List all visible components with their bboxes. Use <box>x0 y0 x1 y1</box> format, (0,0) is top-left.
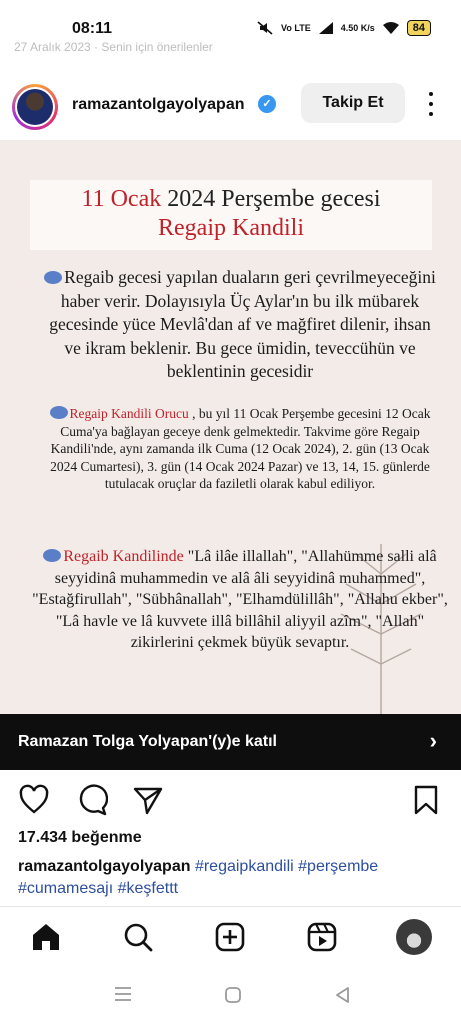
chevron-right-icon: › <box>429 728 437 753</box>
status-time: 08:11 <box>72 20 113 37</box>
follow-button[interactable]: Takip Et <box>301 83 405 123</box>
system-nav-bar <box>0 968 461 1024</box>
post-username[interactable]: ramazantolgayolyapan <box>72 96 245 113</box>
speech-bubble-icon <box>50 406 68 419</box>
post-image[interactable] <box>0 140 461 714</box>
mute-icon <box>257 21 273 35</box>
image-paragraph-3: Regaib Kandilinde "Lâ ilâe illallah", "Allahümme salli alâ seyyidinâ muhammedin ve alâ âli seyyidinâ muhammed", "Estağfirullah", "Sübhânallah", "Elhamdülillâh", "Allahu ekber", "Lâ havle ve lâ kuvvete illâ billâhil aliyyil azîm", "Allah" zikirlerini çekmek büyük sevaptır. <box>32 548 448 651</box>
more-options-icon[interactable] <box>424 92 438 116</box>
hashtag[interactable]: #regaipkandili <box>194 858 294 875</box>
create-icon[interactable] <box>214 921 246 953</box>
save-bookmark-icon[interactable] <box>410 784 442 816</box>
image-paragraph-1: Regaib gecesi yapılan duaların geri çevrilmeyeceğini haber verir. Dolayısıyla Üç Aylar'ın bu ilk mübarek gecesinde yüce Mevlâ'dan af ve mağfiret dilenir, ihsan ve ikram beklenir. Bu gece ümidin, teveccühün ve beklentinin gecesidir <box>40 266 440 384</box>
join-banner-label: Ramazan Tolga Yolyapan'(y)e katıl <box>18 733 277 750</box>
hashtag[interactable]: #perşembe <box>298 858 379 875</box>
story-avatar[interactable] <box>12 84 58 130</box>
avatar-photo <box>17 89 53 125</box>
bottom-nav <box>0 906 461 968</box>
speech-bubble-icon <box>43 549 61 562</box>
hashtag[interactable]: #cumamesajı <box>18 880 114 897</box>
caption-username[interactable]: ramazantolgayolyapan <box>18 858 191 875</box>
speech-bubble-icon <box>44 271 62 284</box>
wifi-icon <box>383 22 399 34</box>
network-label: Vo LTE <box>281 22 311 33</box>
comment-icon[interactable] <box>76 784 108 816</box>
profile-avatar[interactable] <box>396 919 432 955</box>
verified-badge-icon: ✓ <box>258 95 276 113</box>
search-icon[interactable] <box>122 921 154 953</box>
faded-header-strip: 27 Aralık 2023 · Senin için önerilenler <box>14 40 213 54</box>
post-actions <box>0 780 461 820</box>
status-icons <box>257 20 431 36</box>
image-subtitle: Regaip Kandili <box>158 215 304 241</box>
reels-icon[interactable] <box>306 921 338 953</box>
post-caption <box>18 856 448 900</box>
back-icon[interactable] <box>334 986 350 1004</box>
image-title: 11 Ocak 2024 Perşembe gecesi Regaip Kandili <box>30 180 432 250</box>
status-bar <box>0 0 461 42</box>
like-heart-icon[interactable] <box>18 784 50 816</box>
post-header <box>0 80 461 132</box>
recents-icon[interactable] <box>114 986 132 1002</box>
join-banner[interactable] <box>0 714 461 770</box>
network-speed: 4.50 K/s <box>340 22 375 33</box>
signal-icon <box>319 22 333 34</box>
hashtag[interactable]: #keşfettt <box>117 880 179 897</box>
likes-count[interactable]: 17.434 beğenme <box>18 829 142 846</box>
share-send-icon[interactable] <box>132 784 164 816</box>
home-circle-icon[interactable] <box>224 986 242 1004</box>
battery-icon: 84 <box>407 20 431 36</box>
image-paragraph-2: Regaip Kandili Orucu , bu yıl 11 Ocak Perşembe gecesini 12 Ocak Cuma'ya bağlayan geceye denk gelmektedir. Takvime göre Regaip Kandili'nde, aynı zamanda ilk Cuma (12 Ocak 2024), 2. gün (13 Ocak 2024 Cumartesi), 3. gün (14 Ocak 2024 Pazar) ve 13, 14, 15. günlerde tutulacak oruçlar da faziletli olarak kabul ediliyor. <box>50 406 431 491</box>
home-icon[interactable] <box>30 921 62 953</box>
